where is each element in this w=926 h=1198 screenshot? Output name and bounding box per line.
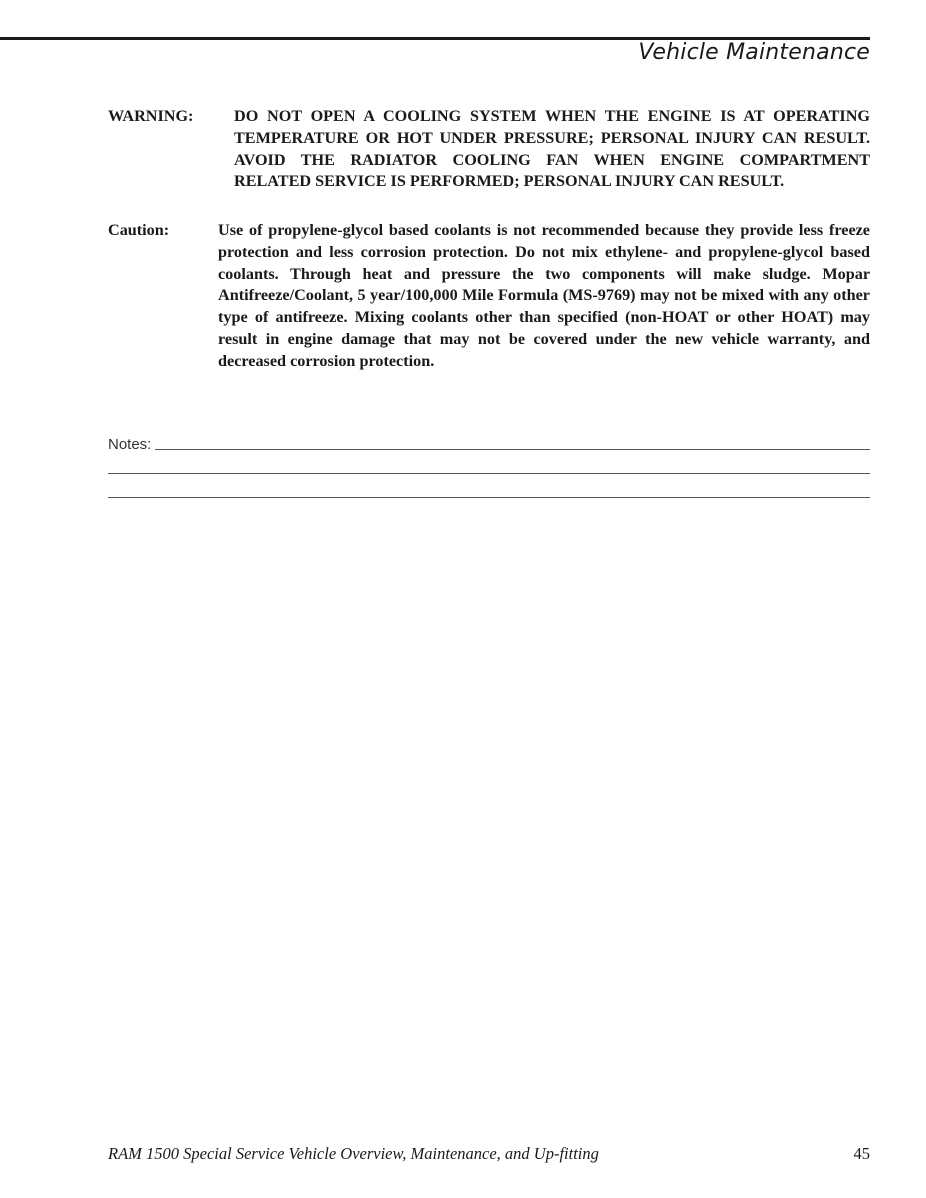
notes-line[interactable] [155,449,870,450]
warning-text: DO NOT OPEN A COOLING SYSTEM WHEN THE ENGINE IS AT OPERATING TEMPERATURE OR HOT UNDER PRESSURE; PERSONAL INJURY CAN RESULT. AVOID THE RADIATOR COOLING FAN WHEN ENGINE COMPARTMENT RELATED SERVICE IS PERFORMED; PERSONAL INJURY CAN RESULT. [234,107,870,191]
notes-row [108,430,870,454]
notes-row [108,478,870,502]
section-title: Vehicle Maintenance [638,40,870,65]
caution-block [108,220,870,373]
notes-section [108,430,870,502]
notes-label: Notes: [108,436,152,453]
notes-line[interactable] [108,497,870,498]
caution-text: Use of propylene-glycol based coolants is not recommended because they provide less freeze protection and less corrosion protection. Do not mix ethylene- and propylene-glycol based coolants. Through heat and pressure the two components will make sludge. Mopar Antifreeze/Coolant, 5 year/100,000 Mile Formula (MS-9769) may not be mixed with any other type of antifreeze. Mixing coolants other than specified (non-HOAT or other HOAT) may result in engine damage that may not be covered under the new vehicle warranty, and decreased corrosion protection. [218,221,870,370]
page-number: 45 [853,1144,870,1163]
warning-block [108,106,870,193]
warning-label: WARNING: [108,107,194,125]
notes-line[interactable] [108,473,870,474]
caution-label: Caution: [108,221,170,239]
notes-row [108,454,870,478]
footer-title: RAM 1500 Special Service Vehicle Overview, Maintenance, and Up-fitting [108,1144,599,1163]
